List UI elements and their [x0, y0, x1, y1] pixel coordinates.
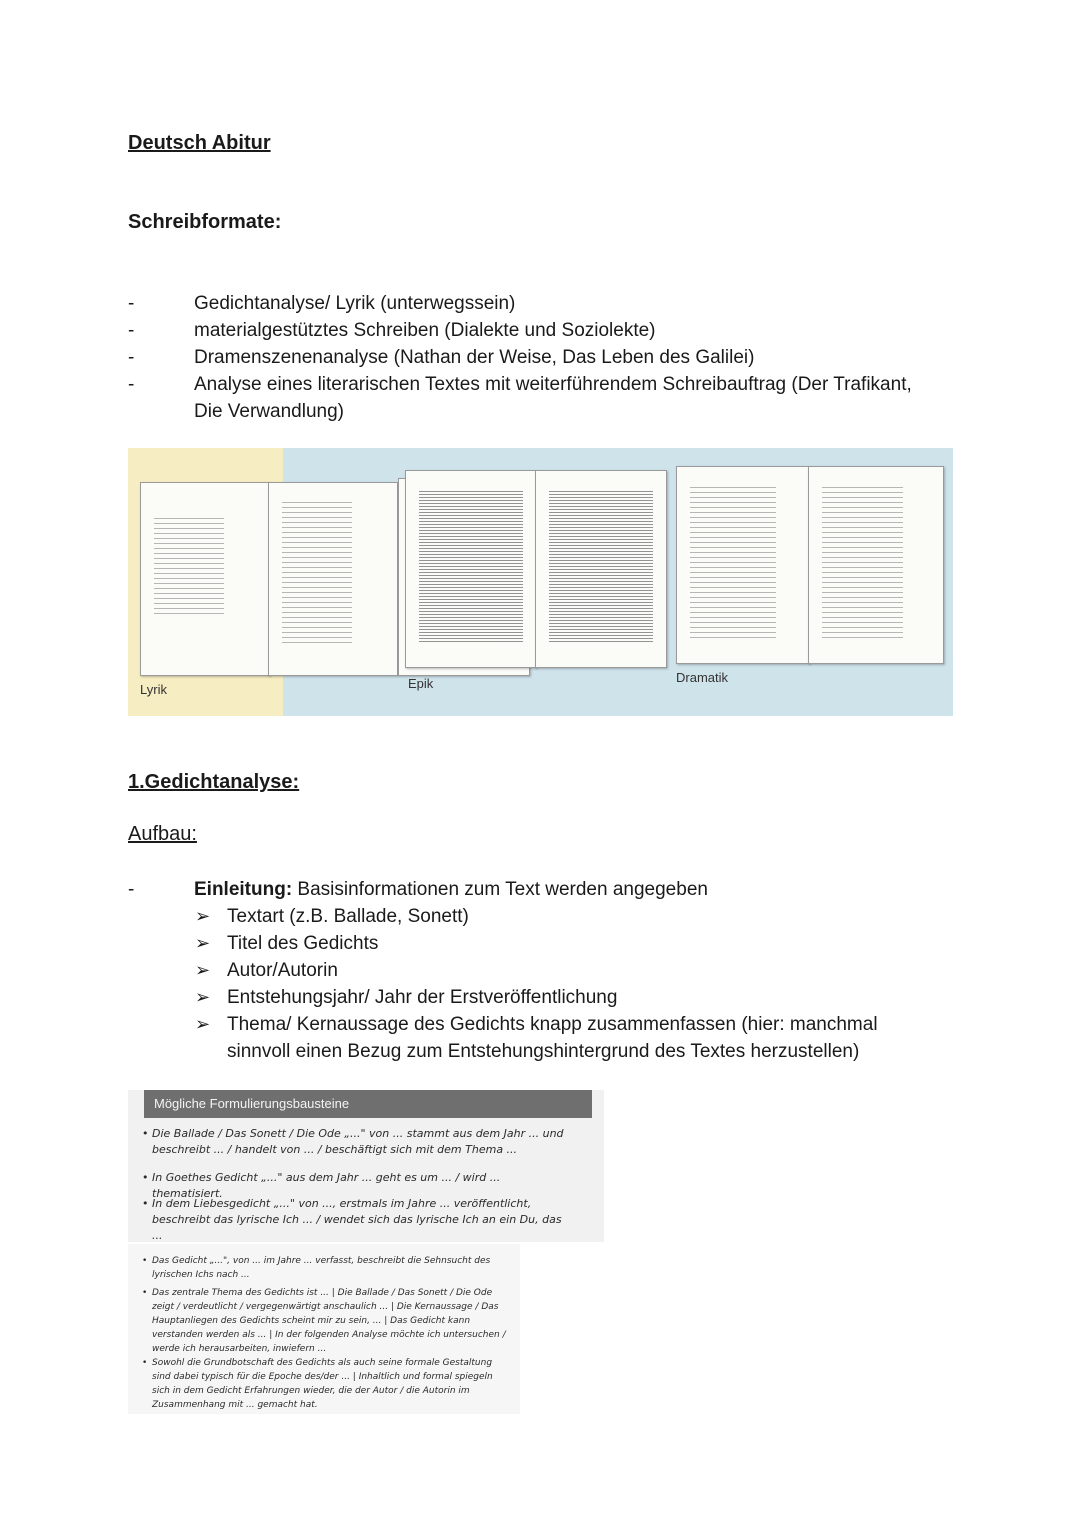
page-title: Deutsch Abitur	[128, 132, 271, 154]
list-item: - Dramenszenenanalyse (Nathan der Weise, Das Leben des Galilei)	[128, 344, 928, 371]
formulierungsbausteine-title: Mögliche Formulierungsbausteine	[144, 1090, 592, 1118]
phrase-item: • Das zentrale Thema des Gedichts ist ... | Die Ballade / Das Sonett / Die Ode zeigt / verdeutlicht / vergegenwärtigt anschaulich ... | Die Kernaussage / Das Hauptanliegen des Gedichts scheint mir zu sein, ... | Das Gedicht kann verstanden werden als ... | In der folgenden Analyse möchte ich untersuchen / werde ich herausarbeiten, inwiefern ...	[152, 1286, 512, 1356]
list-item: ➢ Autor/Autorin	[195, 957, 915, 984]
schreibformate-list	[128, 290, 928, 425]
section-heading: 1.Gedichtanalyse:	[128, 771, 300, 793]
lyrik-page-right	[268, 482, 398, 676]
einleitung-text: Basisinformationen zum Text werden angegeben	[292, 879, 708, 900]
list-item: - Gedichtanalyse/ Lyrik (unterwegssein)	[128, 290, 928, 317]
aufbau-heading: Aufbau:	[128, 823, 197, 845]
list-item: ➢ Titel des Gedichts	[195, 930, 915, 957]
list-item: - Analyse eines literarischen Textes mit weiterführendem Schreibauftrag (Der Trafikant, Die Verwandlung)	[128, 371, 928, 425]
epik-page-right	[535, 470, 667, 668]
list-item: - materialgestütztes Schreiben (Dialekte und Soziolekte)	[128, 317, 928, 344]
lyrik-label: Lyrik	[140, 682, 167, 697]
einleitung-label: Einleitung:	[194, 879, 293, 900]
epik-page-left	[405, 470, 537, 668]
phrase-item: • In dem Liebesgedicht „..." von ..., erstmals im Jahre ... veröffentlicht, beschreibt das lyrische Ich ... / wendet sich das lyrische Ich an ein Du, das ...	[152, 1196, 572, 1244]
phrase-item: • Sowohl die Grundbotschaft des Gedichts als auch seine formale Gestaltung sind dabei typisch für die Epoche des/der ... | Inhaltlich und formal spiegeln sich in dem Gedicht Erfahrungen wieder, die der Autor / die Autorin im Zusammenhang mit ... gemacht hat.	[152, 1356, 512, 1412]
schreibformate-heading: Schreibformate:	[128, 211, 282, 233]
formulierungsbausteine-box	[128, 1090, 604, 1242]
phrase-item: • Das Gedicht „...", von ... im Jahre ... verfasst, beschreibt die Sehnsucht des lyrischen Ichs nach ...	[152, 1254, 512, 1282]
lyrik-page-left	[140, 482, 270, 676]
formulierungsbausteine-box-2	[128, 1244, 520, 1414]
phrase-item: • In Goethes Gedicht „..." aus dem Jahr ... geht es um ... / wird ... thematisiert.	[152, 1170, 572, 1202]
list-item: ➢ Textart (z.B. Ballade, Sonett)	[195, 903, 915, 930]
list-item: ➢ Thema/ Kernaussage des Gedichts knapp zusammenfassen (hier: manchmal sinnvoll einen Bezug zum Entstehungshintergrund des Textes herzustellen)	[195, 1011, 915, 1065]
phrase-item: • Die Ballade / Das Sonett / Die Ode „..." von ... stammt aus dem Jahr ... und beschreibt ... / handelt von ... / beschäftigt sich mit dem Thema ...	[152, 1126, 572, 1158]
dramatik-page-left	[676, 466, 810, 664]
einleitung-items	[195, 903, 915, 1065]
text-formats-illustration	[128, 448, 953, 716]
dramatik-page-right	[808, 466, 944, 664]
list-item: ➢ Entstehungsjahr/ Jahr der Erstveröffentlichung	[195, 984, 915, 1011]
dramatik-label: Dramatik	[676, 670, 729, 685]
epik-label: Epik	[408, 676, 434, 691]
